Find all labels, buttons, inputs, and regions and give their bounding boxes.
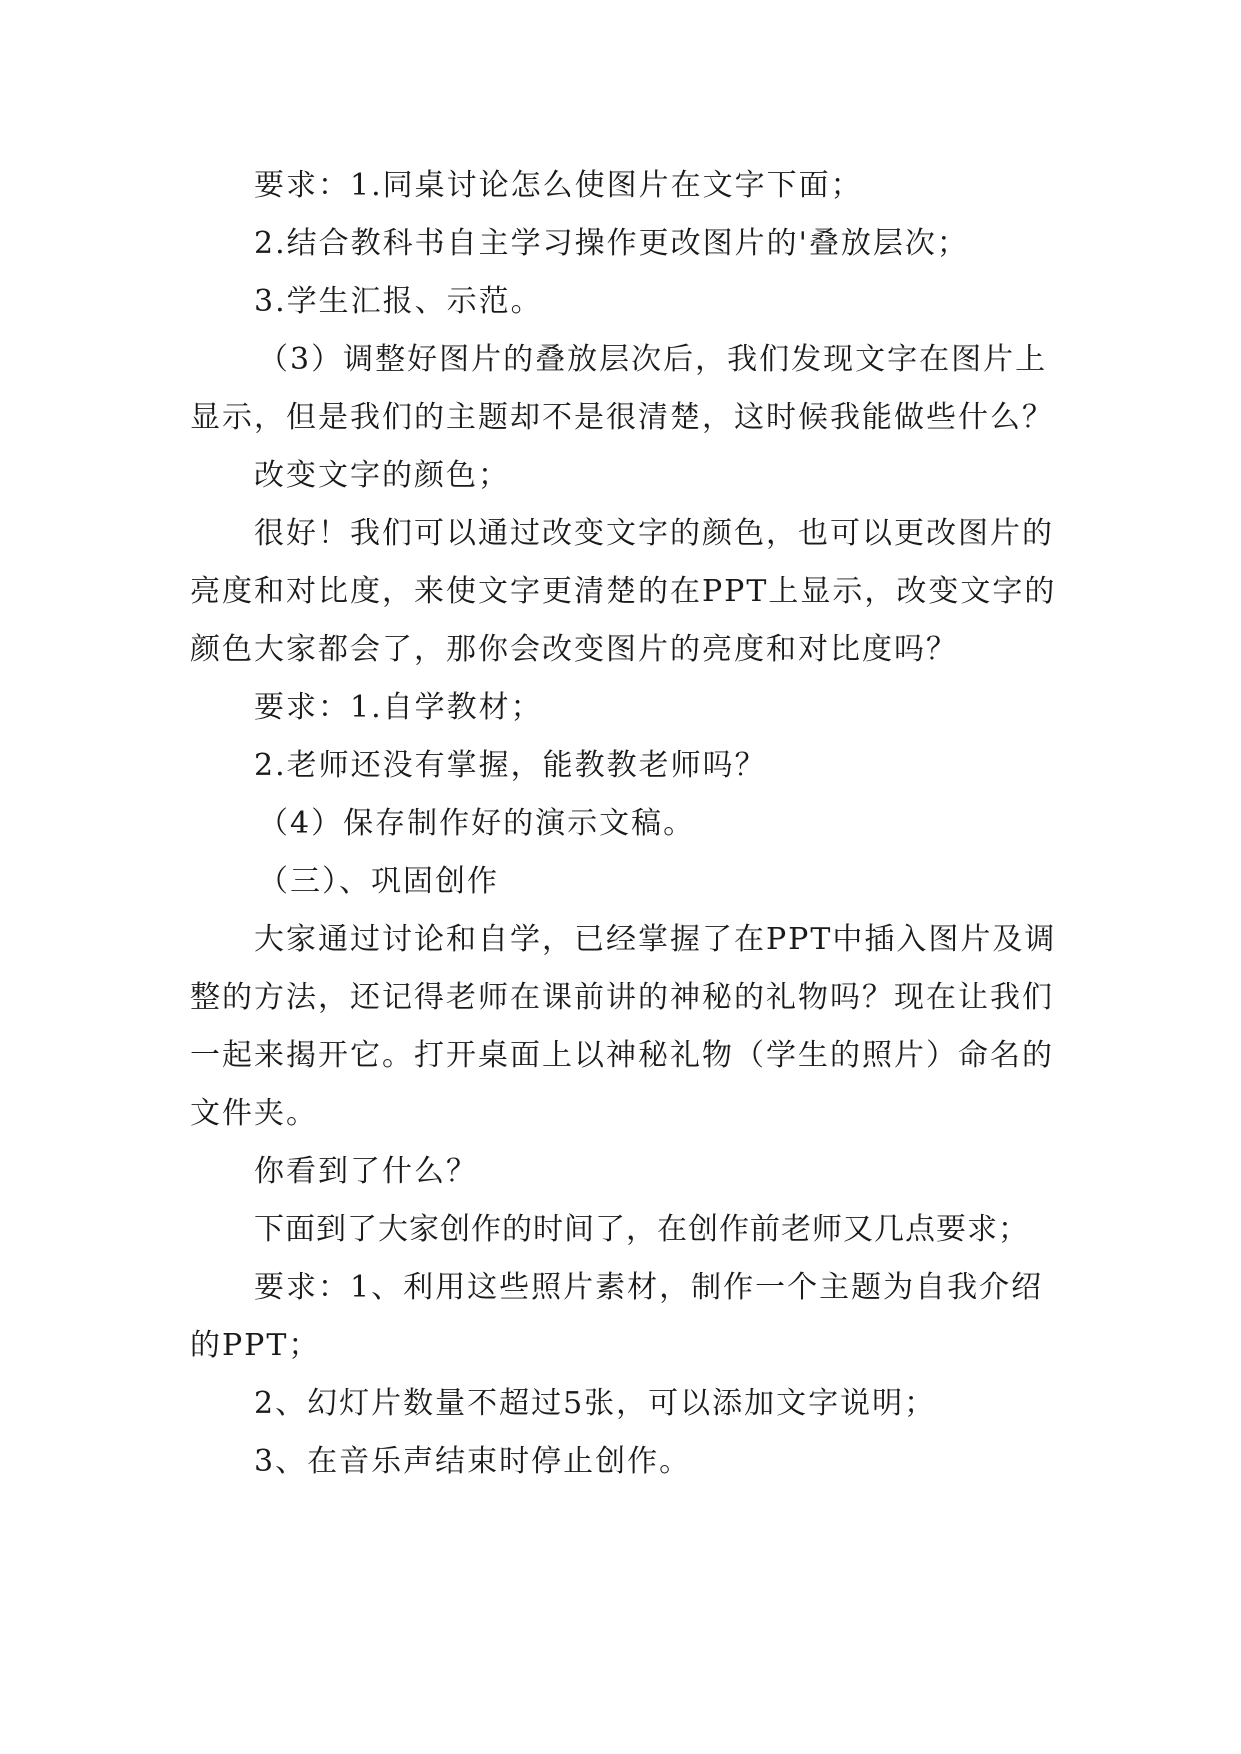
paragraph-mystery-gift: 大家通过讨论和自学，已经掌握了在PPT中插入图片及调整的方法，还记得老师在课前讲的神秘的礼物吗？现在让我们一起来揭开它。打开桌面上以神秘礼物（学生的照片）命名的文件夹。 [190,922,1057,1131]
paragraph-requirement-1: 要求：1.同桌讨论怎么使图片在文字下面； [254,168,863,203]
paragraph-creation-req-3: 3、在音乐声结束时停止创作。 [254,1444,692,1479]
paragraph-step-3: （3）调整好图片的叠放层次后，我们发现文字在图片上显示，但是我们的主题却不是很清楚，这时候我能做些什么？ [190,342,1054,435]
paragraph-question: 你看到了什么？ [254,1154,478,1189]
body-text [190,157,1070,1491]
paragraph-creation-req-2: 2、幻灯片数量不超过5张，可以添加文字说明； [254,1386,937,1421]
paragraph-step-4: （4）保存制作好的演示文稿。 [258,806,696,841]
paragraph-requirement-3: 3.学生汇报、示范。 [254,284,543,319]
paragraph-explanation: 很好！我们可以通过改变文字的颜色，也可以更改图片的亮度和对比度，来使文字更清楚的在PPT上显示，改变文字的颜色大家都会了，那你会改变图片的亮度和对比度吗？ [190,516,1057,667]
paragraph-requirement-teach: 2.老师还没有掌握，能教教老师吗？ [254,748,767,783]
paragraph-requirement-self-study: 要求：1.自学教材； [254,690,543,725]
paragraph-answer: 改变文字的颜色； [254,458,510,493]
paragraph-requirement-2: 2.结合教科书自主学习操作更改图片的'叠放层次； [254,226,969,261]
paragraph-creation-time: 下面到了大家创作的时间了，在创作前老师又几点要求； [254,1212,1029,1247]
section-heading-consolidate: （三）、巩固创作 [258,864,499,899]
paragraph-creation-req-1: 要求：1、利用这些照片素材，制作一个主题为自我介绍的PPT； [190,1270,1044,1363]
